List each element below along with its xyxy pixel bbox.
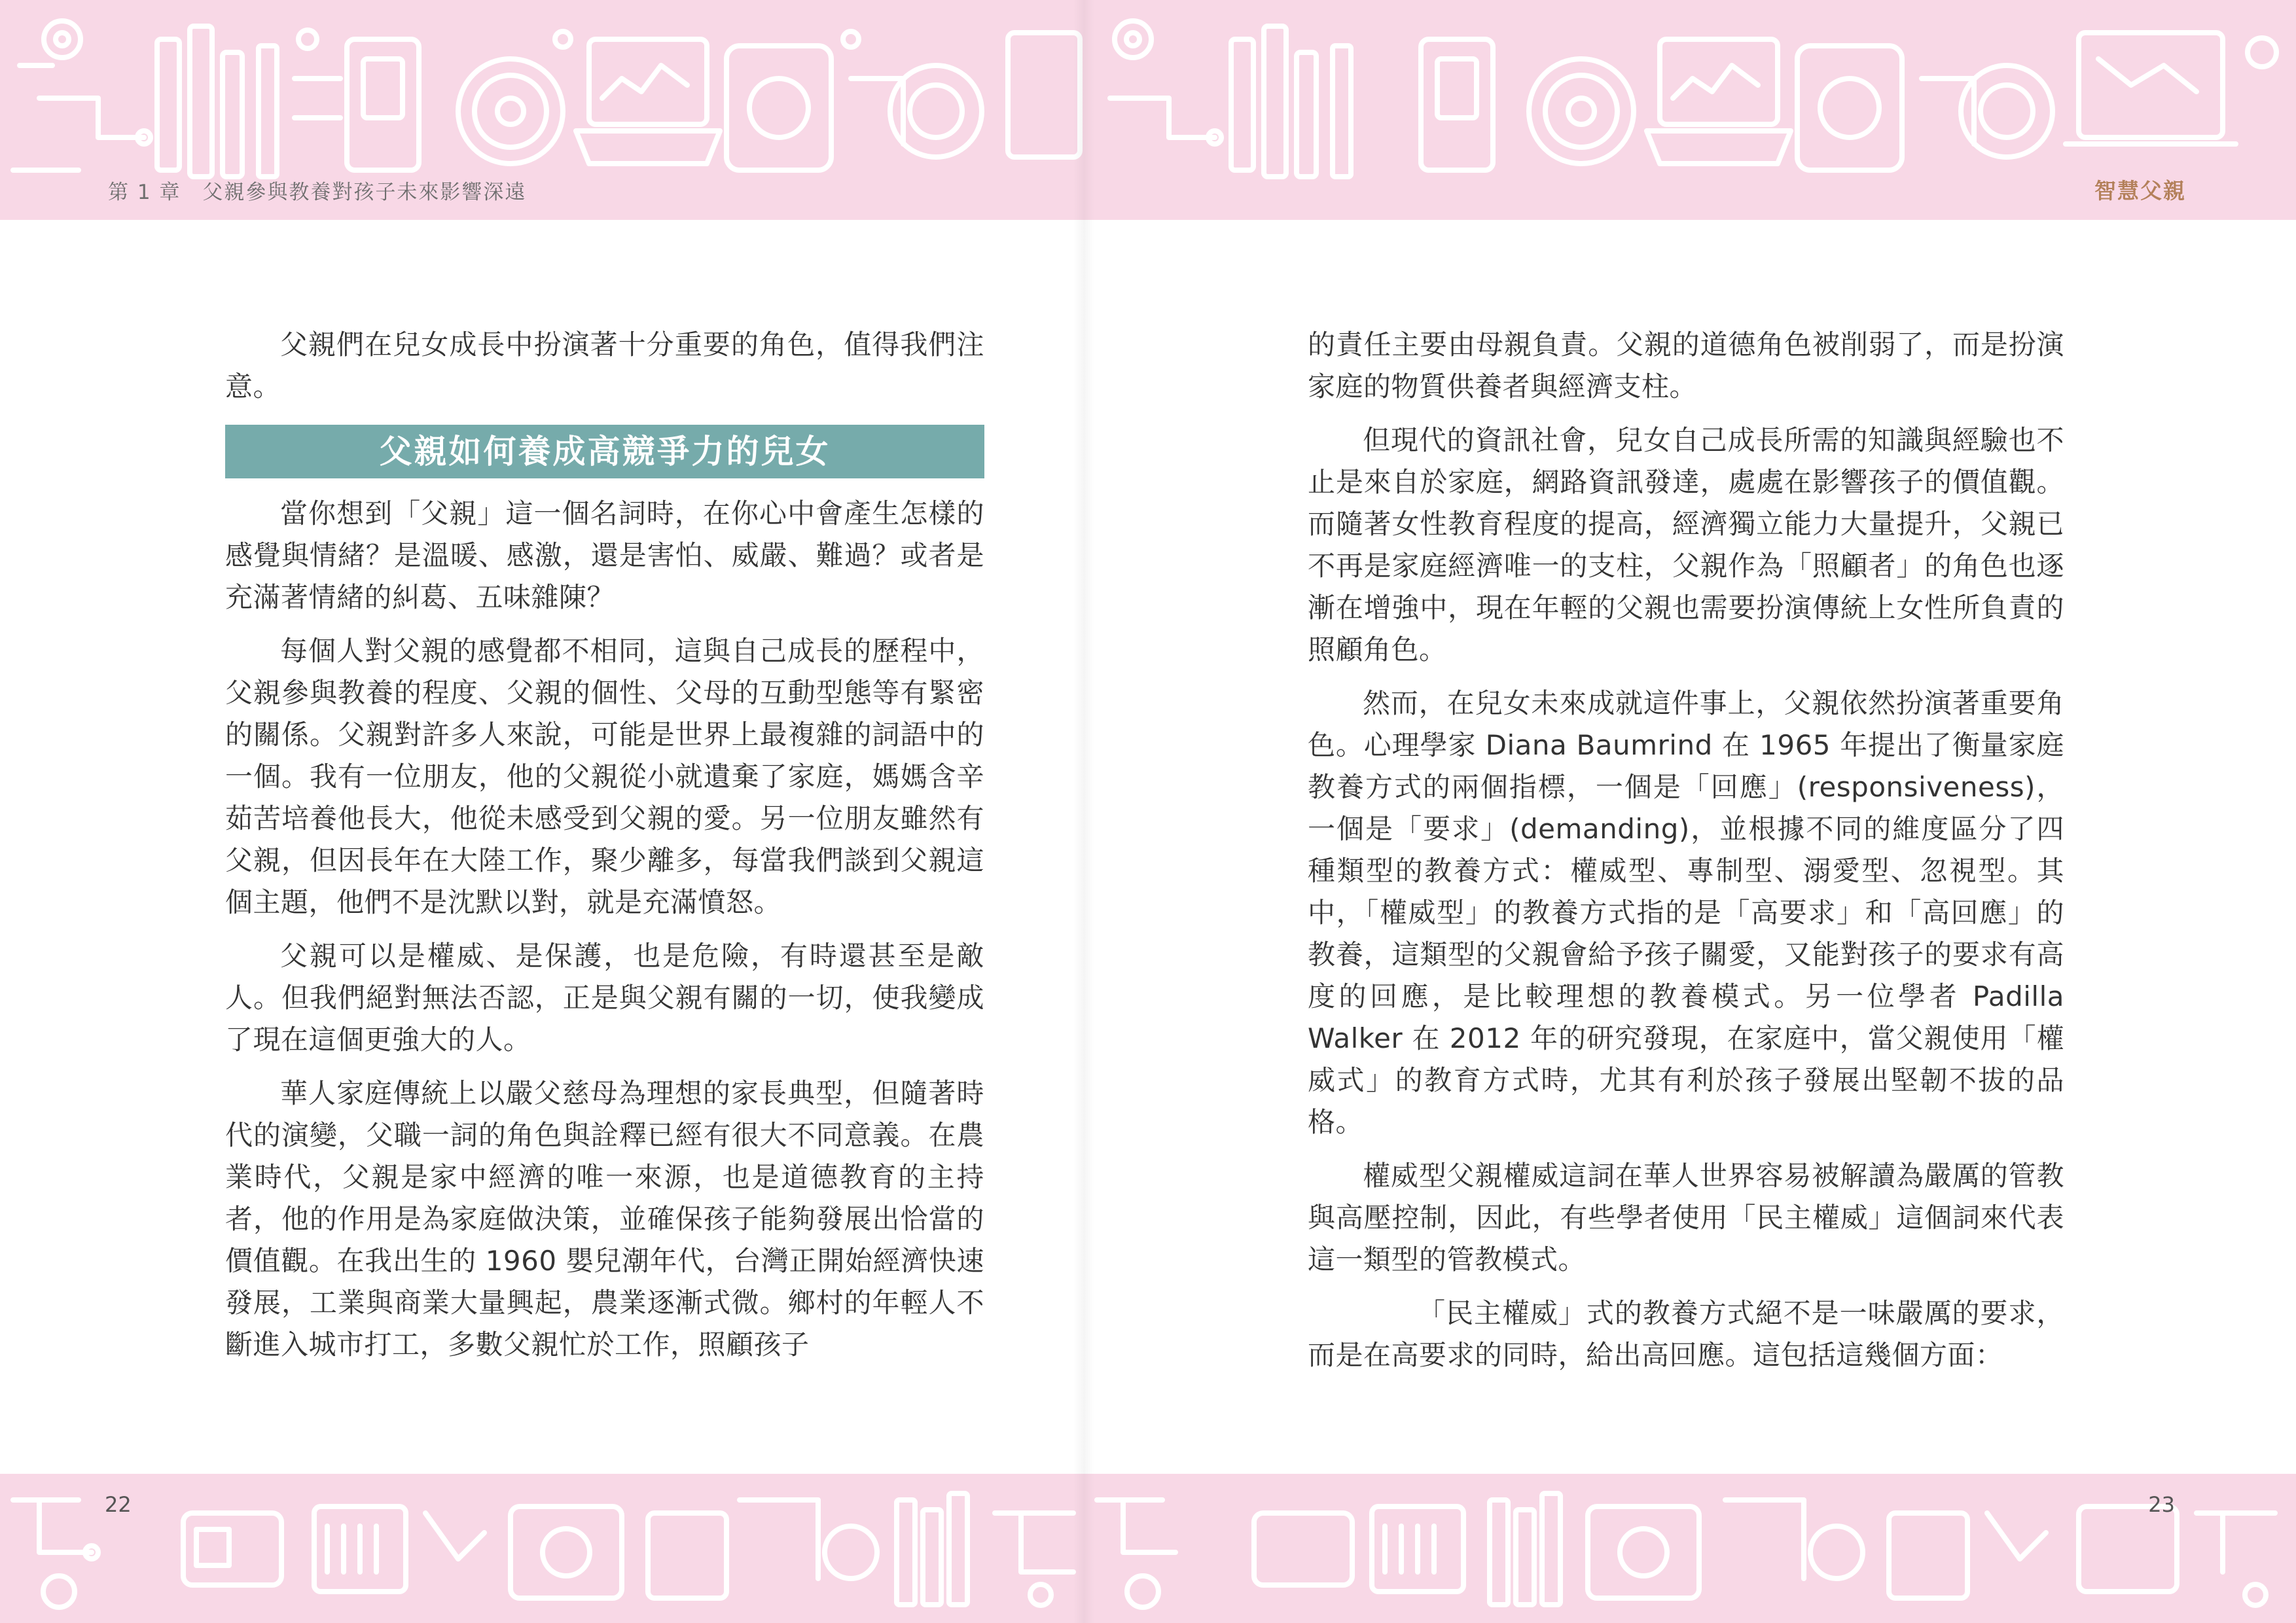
running-head: 第 1 章 父親參與教養對孩子未來影響深遠 (108, 181, 527, 204)
body-paragraph: 「民主權威」式的教養方式絕不是一味嚴厲的要求，而是在高要求的同時，給出高回應。這包括這幾個方面： (1308, 1297, 2064, 1371)
left-page (0, 0, 1084, 1623)
continuation-paragraph: 的責任主要由母親負責。父親的道德角色被削弱了，而是扮演家庭的物質供養者與經濟支柱。 (1308, 329, 2064, 402)
body-paragraph: 但現代的資訊社會，兒女自己成長所需的知識與經驗也不止是來自於家庭，網路資訊發達，處處在影響孩子的價值觀。而隨著女性教育程度的提高，經濟獨立能力大量提升，父親已不再是家庭經濟唯一的支柱，父親作為「照顧者」的角色也逐漸在增強中，現在年輕的父親也需要扮演傳統上女性所負責的照顧角色。 (1308, 424, 2064, 666)
page-number: 23 (2148, 1492, 2175, 1517)
book-gutter (1073, 0, 1094, 1623)
top-decorative-band (1084, 0, 2296, 220)
body-paragraph: 每個人對父親的感覺都不相同，這與自己成長的歷程中，父親參與教養的程度、父親的個性、父母的互動型態等有緊密的關係。父親對許多人來說，可能是世界上最複雜的詞語中的一個。我有一位朋友，他的父親從小就遺棄了家庭，媽媽含辛茹苦培養他長大，他從未感受到父親的愛。另一位朋友雖然有父親，但因長年在大陸工作，聚少離多，每當我們談到父親這個主題，他們不是沈默以對，就是充滿憤怒。 (225, 635, 984, 918)
tech-pattern-icon (1084, 1474, 2296, 1623)
top-decorative-band (0, 0, 1084, 220)
section-heading: 父親如何養成高競爭力的兒女 (225, 425, 984, 478)
running-head: 智慧父親 (2094, 178, 2186, 204)
intro-paragraph: 父親們在兒女成長中扮演著十分重要的角色，值得我們注意。 (225, 329, 984, 402)
bottom-decorative-band (0, 1474, 1084, 1623)
body-paragraph: 父親可以是權威、是保護，也是危險，有時還甚至是敵人。但我們絕對無法否認，正是與父親有關的一切，使我變成了現在這個更強大的人。 (225, 940, 984, 1056)
body-paragraph: 當你想到「父親」這一個名詞時，在你心中會產生怎樣的感覺與情緒？是溫暖、感激，還是害怕、威嚴、難過？或者是充滿著情緒的糾葛、五味雜陳？ (225, 497, 984, 613)
body-paragraph: 華人家庭傳統上以嚴父慈母為理想的家長典型，但隨著時代的演變，父職一詞的角色與詮釋已經有很大不同意義。在農業時代，父親是家中經濟的唯一來源，也是道德教育的主持者，他的作用是為家庭做決策，並確保孩子能夠發展出恰當的價值觀。在我出生的 1960 嬰兒潮年代，台灣正開始經濟快速發展，工業與商業大量興起，農業逐漸式微。鄉村的年輕人不斷進入城市打工，多數父親忙於工作，照顧孩子 (225, 1077, 984, 1361)
body-paragraph: 然而，在兒女未來成就這件事上，父親依然扮演著重要角色。心理學家 Diana Baumrind 在 1965 年提出了衡量家庭教養方式的兩個指標，一個是「回應」(responsiveness)，一個是「要求」(demanding)，並根據不同的維度區分了四種類型的教養方式：權威型、專制型、溺愛型、忽視型。其中，「權威型」的教養方式指的是「高要求」和「高回應」的教養，這類型的父親會給予孩子關愛，又能對孩子的要求有高度的回應，是比較理想的教養模式。另一位學者 Padilla Walker 在 2012 年的研究發現，在家庭中，當父親使用「權威式」的教育方式時，尤其有利於孩子發展出堅韌不拔的品格。 (1308, 687, 2064, 1138)
tech-pattern-icon (0, 1474, 1084, 1623)
bottom-decorative-band (1084, 1474, 2296, 1623)
left-body-text (225, 324, 984, 1378)
body-paragraph: 權威型父親權威這詞在華人世界容易被解讀為嚴厲的管教與高壓控制，因此，有些學者使用「民主權威」這個詞來代表這一類型的管教模式。 (1308, 1160, 2064, 1275)
right-body-text (1308, 324, 2064, 1388)
page-number: 22 (105, 1492, 132, 1517)
right-page (1084, 0, 2296, 1623)
